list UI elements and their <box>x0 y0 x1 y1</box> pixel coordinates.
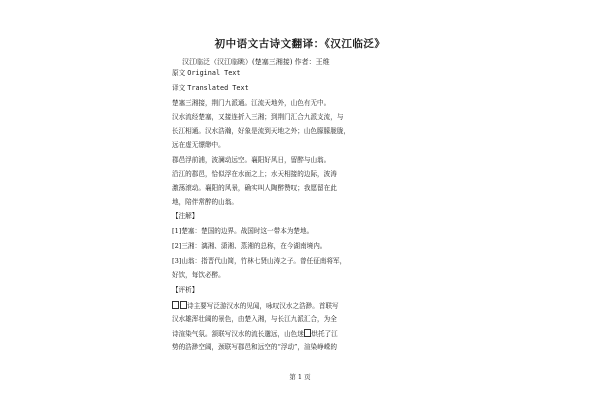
poem-line: 地，陪伴常醉的山翁。 <box>172 198 238 206</box>
missing-glyph-icon <box>180 301 187 309</box>
poem-line: 楚塞三湘接，荆门九派通。江流天地外，山色有无中。 <box>172 99 331 107</box>
poem-line: 郡邑浮前浦，波澜动远空。襄阳好风日，留醉与山翁。 <box>172 156 331 164</box>
poem-line: 沿江的郡邑，恰似浮在水面之上；水天相接的边际，波涛 <box>172 170 337 178</box>
comment-line <box>172 301 339 311</box>
note-item: 好饮，每饮必醉。 <box>172 271 225 279</box>
page-number: 第 1 页 <box>289 373 311 381</box>
note-item: [2]三湘：漓湘、潇湘、蒸湘的总称，在今湖南境内。 <box>172 242 327 250</box>
comment-line-tail: 烘托了江 <box>311 330 338 338</box>
original-text-heading <box>172 69 241 78</box>
comment-line <box>172 329 338 339</box>
page-title: 初中语文古诗文翻译：《汉江临泛》 <box>214 38 386 50</box>
comment-line-text: 诗渲染气氛。颔联写汉水的流长邈远，山色迷 <box>172 330 304 338</box>
original-label-cn: 原文 <box>172 69 186 77</box>
original-label-en: Original Text <box>187 69 241 77</box>
note-item: [3]山翁：指晋代山简，竹林七贤山涛之子。曾任征南将军， <box>172 257 347 265</box>
translated-label-cn: 译文 <box>172 84 186 92</box>
poem-line: 汉水流经楚塞，又接连折入三湘；到荆门汇合九派支流，与 <box>172 113 344 121</box>
document-page <box>168 14 432 394</box>
comment-line: 汉水雄浑壮阔的景色，由楚入湘，与长江九派汇合，为全 <box>172 315 337 323</box>
missing-glyph-icon <box>304 329 311 337</box>
comment-line: 势的浩渺空阔，颈联写郡邑和远空的“浮动”，渲染峥嵘的 <box>172 343 337 351</box>
poem-line: 远在虚无缥缈中。 <box>172 141 225 149</box>
comment-header: 【评析】 <box>172 286 199 294</box>
translated-label-en: Translated Text <box>187 84 249 92</box>
notes-header: 【注解】 <box>172 212 199 220</box>
poem-line: 长江相通。汉水浩瀚，好象是流到天地之外；山色朦朦胧胧， <box>172 127 351 135</box>
translated-text-heading <box>172 84 249 93</box>
note-item: [1]楚塞：楚国的边界。战国时这一带本为楚地。 <box>172 227 314 235</box>
missing-glyph-icon <box>172 301 179 309</box>
comment-line-text: 诗主要写泛游汉水的见闻，咏叹汉水之浩渺。首联写 <box>187 302 339 310</box>
poem-subtitle: 汉江临泛（汉江临眺）(楚塞三湘接) 作者：王维 <box>182 58 330 66</box>
poem-line: 激荡滚动。襄阳的风景，确实叫人陶醉赞叹；我愿留在此 <box>172 184 337 192</box>
